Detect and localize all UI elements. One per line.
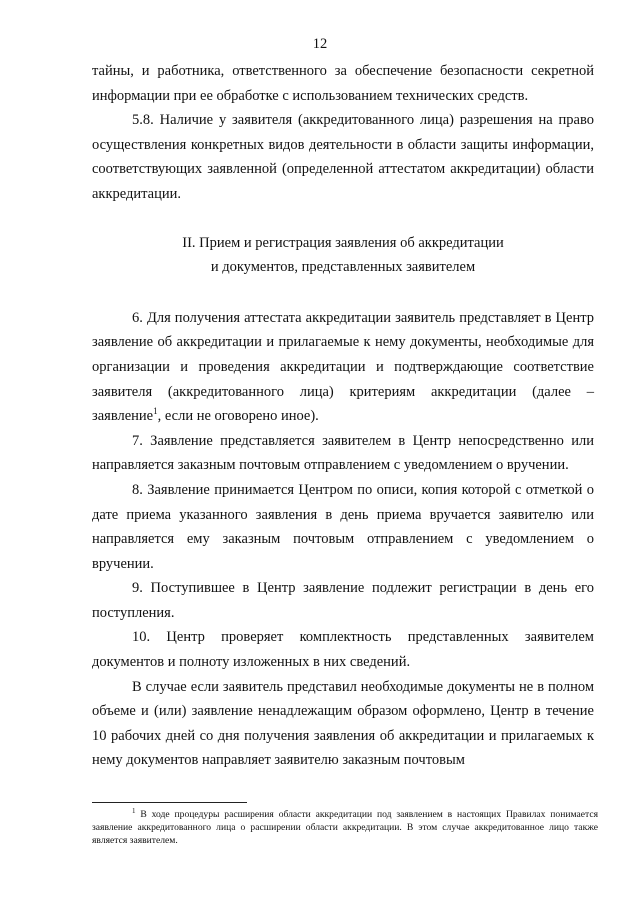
paragraph-6 [92, 306, 594, 429]
section-heading-line-2: и документов, представленных заявителем [210, 259, 476, 276]
footnote-marker: 1 [132, 806, 136, 815]
paragraph-5-8: 5.8. Наличие у заявителя (аккредитованного лица) разрешения на право осуществления конкретных видов деятельности в области защиты информации, соответствующих заявленной (определенной аттестатом аккредитации) области аккредитации. [92, 112, 594, 202]
paragraph-7: 7. Заявление представляется заявителем в Центр непосредственно или направляется заказным почтовым отправлением с уведомлением о вручении. [92, 432, 594, 474]
spacer [92, 207, 594, 231]
section-heading-line-1: II. Прием и регистрация заявления об аккредитации [182, 234, 504, 251]
document-body [92, 59, 594, 773]
paragraph-9: 9. Поступившее в Центр заявление подлежит регистрации в день его поступления. [92, 580, 594, 621]
footnote-reference[interactable]: 1 [153, 406, 158, 417]
paragraph-continuation: тайны, и работника, ответственного за обеспечение безопасности секретной информации при ее обработке с использованием технических средств. [92, 63, 594, 104]
footnote-separator [92, 802, 247, 803]
footnote-text: В ходе процедуры расширения области аккредитации под заявлением в настоящих Правилах понимается заявление аккредитованного лица о расширении области аккредитации. В этом случае аккредитованное лицо также является заявителем. [92, 809, 598, 846]
spacer [92, 280, 594, 306]
paragraph-10: 10. Центр проверяет комплектность представленных заявителем документов и полноту изложенных в них сведений. [92, 629, 594, 671]
page-number: 12 [312, 36, 328, 52]
paragraph-8: 8. Заявление принимается Центром по описи, копия которой с отметкой о дате приема указанного заявления в день приема вручается заявителю или направляется ему заказным почтовым отправлением с уведомлением о вручении. [92, 481, 594, 572]
footnote [92, 808, 598, 847]
paragraph-10-continued: В случае если заявитель представил необходимые документы не в полном объеме и (или) заявление ненадлежащим образом оформлено, Центр в течение 10 рабочих дней со дня получения заявления об аккредитации и прилагаемых к нему документов направляет заявителю заказным почтовым [92, 678, 594, 769]
paragraph-6-text: 6. Для получения аттестата аккредитации заявитель представляет в Центр заявление об аккредитации и прилагаемые к нему документы, необходимые для организации и проведения аккредитации и подтверждающие соответствие заявителя (аккредитованного лица) критериям аккредитации (далее – заявление [92, 309, 594, 425]
paragraph-6-text-end: , если не оговорено иное). [157, 408, 319, 425]
